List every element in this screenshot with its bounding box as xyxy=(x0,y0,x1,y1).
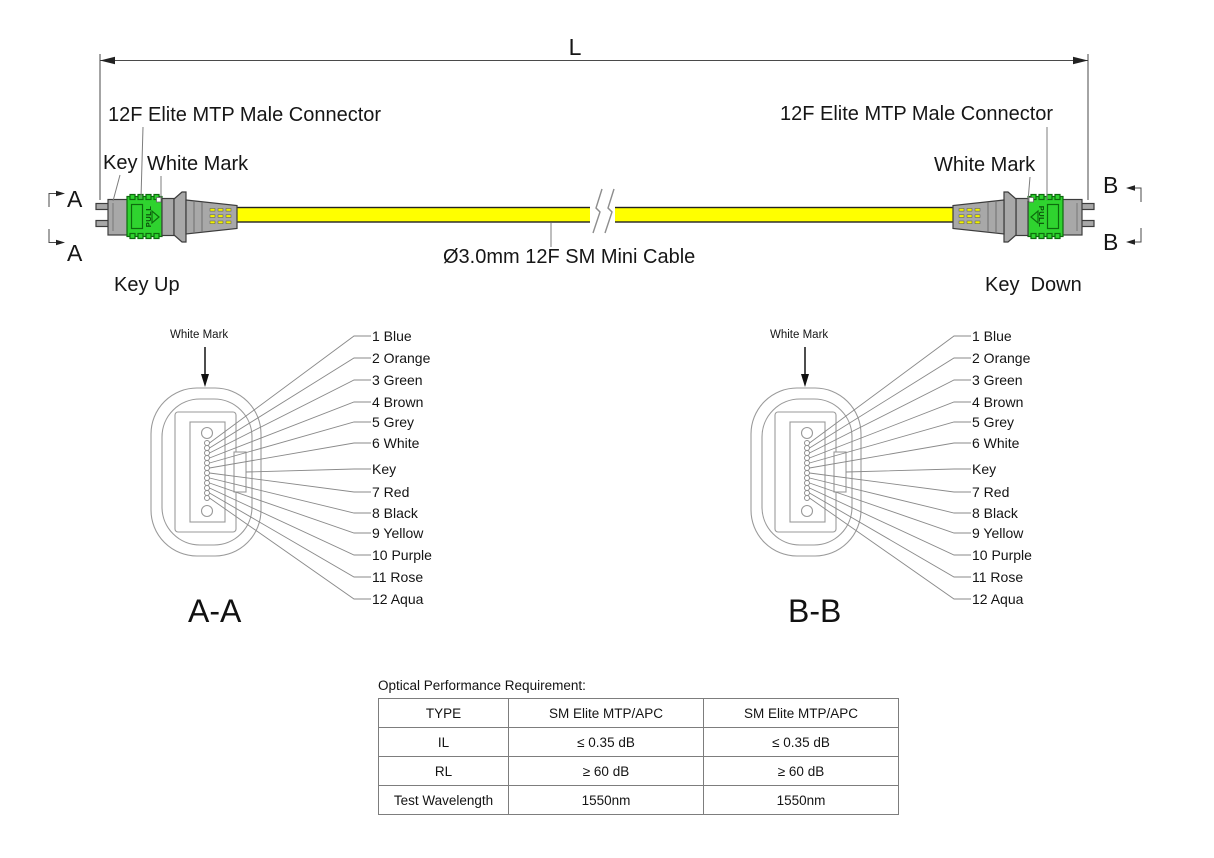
table-cell: SM Elite MTP/APC xyxy=(704,699,899,728)
fiber-label: 1 Blue xyxy=(372,328,412,344)
leader-line xyxy=(810,498,972,599)
fiber-label: 3 Green xyxy=(372,372,423,388)
fiber-hole xyxy=(805,451,810,456)
table-cell: RL xyxy=(379,757,509,786)
white-mark-square xyxy=(157,198,162,203)
fiber-hole xyxy=(805,496,810,501)
fiber-label: 4 Brown xyxy=(972,394,1024,410)
white-mark-arrowhead xyxy=(201,374,209,387)
fiber-hole xyxy=(205,476,210,481)
fiber-hole xyxy=(205,471,210,476)
section-arrow-a-top xyxy=(56,191,65,196)
fiber-hole xyxy=(805,486,810,491)
leader-line xyxy=(210,380,372,453)
table-cell: Test Wavelength xyxy=(379,786,509,815)
fiber-hole xyxy=(205,456,210,461)
ferrule-housing xyxy=(108,200,128,236)
fiber-hole xyxy=(205,466,210,471)
section-letter-b-bottom: B xyxy=(1103,229,1119,255)
table-cell: 1550nm xyxy=(509,786,704,815)
rear-body xyxy=(162,199,174,236)
fiber-label: 6 White xyxy=(972,435,1020,451)
table-row xyxy=(379,786,899,815)
table-cell: 1550nm xyxy=(704,786,899,815)
fiber-hole xyxy=(805,476,810,481)
dimension-arrow-right xyxy=(1073,57,1088,64)
face-view-b xyxy=(750,325,1090,647)
leader-line xyxy=(210,488,372,555)
leader-line xyxy=(810,380,972,453)
fiber-label: 12 Aqua xyxy=(972,591,1024,607)
right-connector-label: 12F Elite MTP Male Connector xyxy=(780,103,1054,125)
face-caption: A-A xyxy=(188,593,242,629)
table-cell: IL xyxy=(379,728,509,757)
face-caption: B-B xyxy=(788,593,842,629)
fiber-label: 8 Black xyxy=(372,505,418,521)
fiber-label: 10 Purple xyxy=(972,547,1032,563)
fiber-hole xyxy=(805,471,810,476)
pull-label-left: PULL xyxy=(144,205,153,228)
fiber-hole xyxy=(205,496,210,501)
section-letter-a-bottom: A xyxy=(67,240,83,266)
mtp-connector-left xyxy=(96,192,237,242)
cable-label: Ø3.0mm 12F SM Mini Cable xyxy=(443,246,696,268)
fiber-label: 9 Yellow xyxy=(972,525,1024,541)
fiber-label: 5 Grey xyxy=(372,414,415,430)
leader-line xyxy=(210,498,372,599)
fiber-label: 3 Green xyxy=(972,372,1023,388)
section-arrow-b-top xyxy=(1126,185,1135,190)
leader-line xyxy=(846,469,971,472)
section-marker-b-bottom xyxy=(1135,228,1141,242)
face-white-mark-label: White Mark xyxy=(770,329,829,341)
fiber-label: 2 Orange xyxy=(372,350,431,366)
left-connector-label: 12F Elite MTP Male Connector xyxy=(108,104,382,126)
leader-key-label xyxy=(113,175,120,201)
table-cell: ≥ 60 dB xyxy=(509,757,704,786)
length-label: L xyxy=(568,34,582,60)
grip-ridge xyxy=(146,195,151,200)
table-title: Optical Performance Requirement: xyxy=(378,678,586,693)
section-letter-b-top: B xyxy=(1103,172,1119,198)
fiber-label: 11 Rose xyxy=(372,569,424,585)
mtp-connector-right xyxy=(953,192,1094,242)
fiber-hole xyxy=(205,486,210,491)
grip-ridge xyxy=(138,234,143,239)
fiber-label: 11 Rose xyxy=(972,569,1024,585)
fiber-hole xyxy=(205,451,210,456)
fiber-hole xyxy=(205,481,210,486)
key-down-label: Key Down xyxy=(985,274,1082,296)
table-cell: ≤ 0.35 dB xyxy=(509,728,704,757)
section-arrow-a-bottom xyxy=(56,240,65,245)
fiber-hole xyxy=(805,446,810,451)
fiber-label: 4 Brown xyxy=(372,394,424,410)
table-cell: SM Elite MTP/APC xyxy=(509,699,704,728)
grip-ridge xyxy=(146,234,151,239)
fiber-hole xyxy=(805,461,810,466)
leader-line xyxy=(810,358,972,448)
section-marker-a-top xyxy=(49,194,57,208)
leader-line xyxy=(246,469,371,472)
fiber-hole xyxy=(805,466,810,471)
fiber-label: 1 Blue xyxy=(972,328,1012,344)
grip-ridge xyxy=(130,195,135,200)
pull-label-right: PULL xyxy=(1037,205,1046,228)
fiber-label: 5 Grey xyxy=(972,414,1015,430)
fiber-label: 7 Red xyxy=(372,484,410,500)
grip-ridge xyxy=(138,195,143,200)
key-up-label: Key Up xyxy=(114,274,180,296)
leader-left-connector-label xyxy=(141,127,143,198)
section-letter-a-top: A xyxy=(67,186,83,212)
section-arrow-b-bottom xyxy=(1126,239,1135,244)
fiber-hole xyxy=(805,441,810,446)
flange xyxy=(174,192,186,242)
white-mark-arrowhead xyxy=(801,374,809,387)
face-view-a-graphic xyxy=(150,325,375,625)
dimension-arrow-left xyxy=(100,57,115,64)
table-row xyxy=(379,728,899,757)
leader-line xyxy=(210,358,372,448)
fiber-label: 9 Yellow xyxy=(372,525,424,541)
leader-line xyxy=(210,493,372,577)
fiber-hole xyxy=(205,491,210,496)
fiber-label: Key xyxy=(372,461,397,477)
face-view-b-graphic xyxy=(750,325,975,625)
fiber-label: 2 Orange xyxy=(972,350,1031,366)
table-row xyxy=(379,757,899,786)
table-cell: TYPE xyxy=(379,699,509,728)
fiber-label: Key xyxy=(972,461,997,477)
section-marker-a-bottom xyxy=(49,229,57,243)
fiber-hole xyxy=(205,446,210,451)
white-mark-label-right: White Mark xyxy=(934,154,1036,176)
fiber-hole xyxy=(205,461,210,466)
face-view-a xyxy=(150,325,490,647)
grip-ridge xyxy=(154,234,159,239)
fiber-label: 7 Red xyxy=(972,484,1010,500)
leader-line xyxy=(810,488,972,555)
leader-line xyxy=(810,402,972,458)
fiber-label: 12 Aqua xyxy=(372,591,424,607)
fiber-hole xyxy=(805,481,810,486)
leader-line xyxy=(210,402,372,458)
fiber-label: 10 Purple xyxy=(372,547,432,563)
section-marker-b-top xyxy=(1135,188,1141,202)
fiber-hole xyxy=(805,456,810,461)
grip-ridge xyxy=(130,234,135,239)
leader-line xyxy=(810,493,972,577)
table-cell: ≥ 60 dB xyxy=(704,757,899,786)
performance-table xyxy=(378,698,899,815)
table-cell: ≤ 0.35 dB xyxy=(704,728,899,757)
white-mark-label-left: White Mark xyxy=(147,153,249,175)
table-row xyxy=(379,699,899,728)
fiber-label: 6 White xyxy=(372,435,420,451)
fiber-hole xyxy=(205,441,210,446)
face-white-mark-label: White Mark xyxy=(170,329,229,341)
fiber-hole xyxy=(805,491,810,496)
boot-yellow-marks xyxy=(210,209,231,224)
key-label: Key xyxy=(103,152,138,174)
fiber-label: 8 Black xyxy=(972,505,1018,521)
